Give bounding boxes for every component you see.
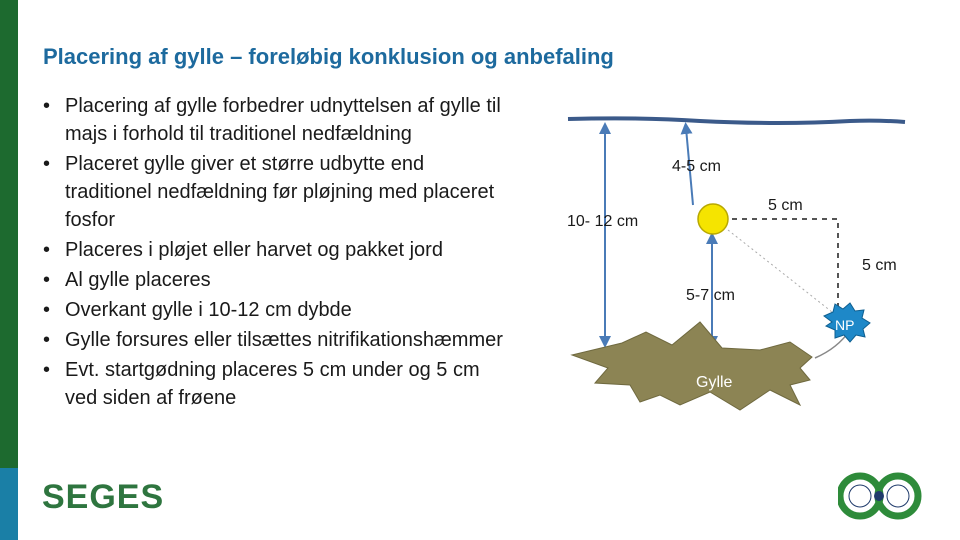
bullet-item: • Overkant gylle i 10-12 cm dybde: [43, 296, 513, 324]
bullet-item: • Placering af gylle forbedrer udnyttelsen af gylle til majs i forhold til traditionel nedfældning: [43, 92, 513, 148]
seed-depth-label: 4-5 cm: [672, 158, 721, 175]
slurry-label: Gylle: [696, 374, 733, 391]
side-accent-bar: [0, 0, 18, 540]
side-accent-green: [0, 0, 18, 468]
bullet-item: • Gylle forsures eller tilsættes nitrifikationshæmmer: [43, 326, 513, 354]
depth-total-label: 10- 12 cm: [567, 213, 639, 230]
placement-diagram: [545, 100, 925, 430]
badge-right-inner: [887, 485, 909, 507]
bullet-item: • Placeret gylle giver et større udbytte end traditionel nedfældning før pløjning med placeret fosfor: [43, 150, 513, 234]
bullet-list: [43, 92, 513, 414]
bullet-item: • Al gylle placeres: [43, 266, 513, 294]
soil-surface-line: [568, 118, 905, 123]
slide-title: Placering af gylle – foreløbig konklusion og anbefaling: [43, 44, 614, 69]
badge-left-inner: [849, 485, 871, 507]
side-accent-blue: [0, 468, 18, 540]
bullet-item: • Placeres i pløjet eller harvet og pakket jord: [43, 236, 513, 264]
slurry-blob: [572, 322, 812, 410]
landbrug-badge-logo: [838, 464, 922, 524]
lateral-dashed-line: [732, 219, 838, 308]
np-label: NP: [835, 317, 855, 333]
bullet-item: • Evt. startgødning placeres 5 cm under og 5 cm ved siden af frøene: [43, 356, 513, 412]
lateral-distance-label: 5 cm: [768, 197, 803, 214]
seges-logo: SEGES: [42, 478, 165, 516]
vertical-distance-label: 5 cm: [862, 257, 897, 274]
seed-to-slurry-label: 5-7 cm: [686, 287, 735, 304]
seed-circle: [698, 204, 728, 234]
badge-center-dot: [874, 491, 884, 501]
diagonal-dotted-line: [728, 230, 832, 312]
